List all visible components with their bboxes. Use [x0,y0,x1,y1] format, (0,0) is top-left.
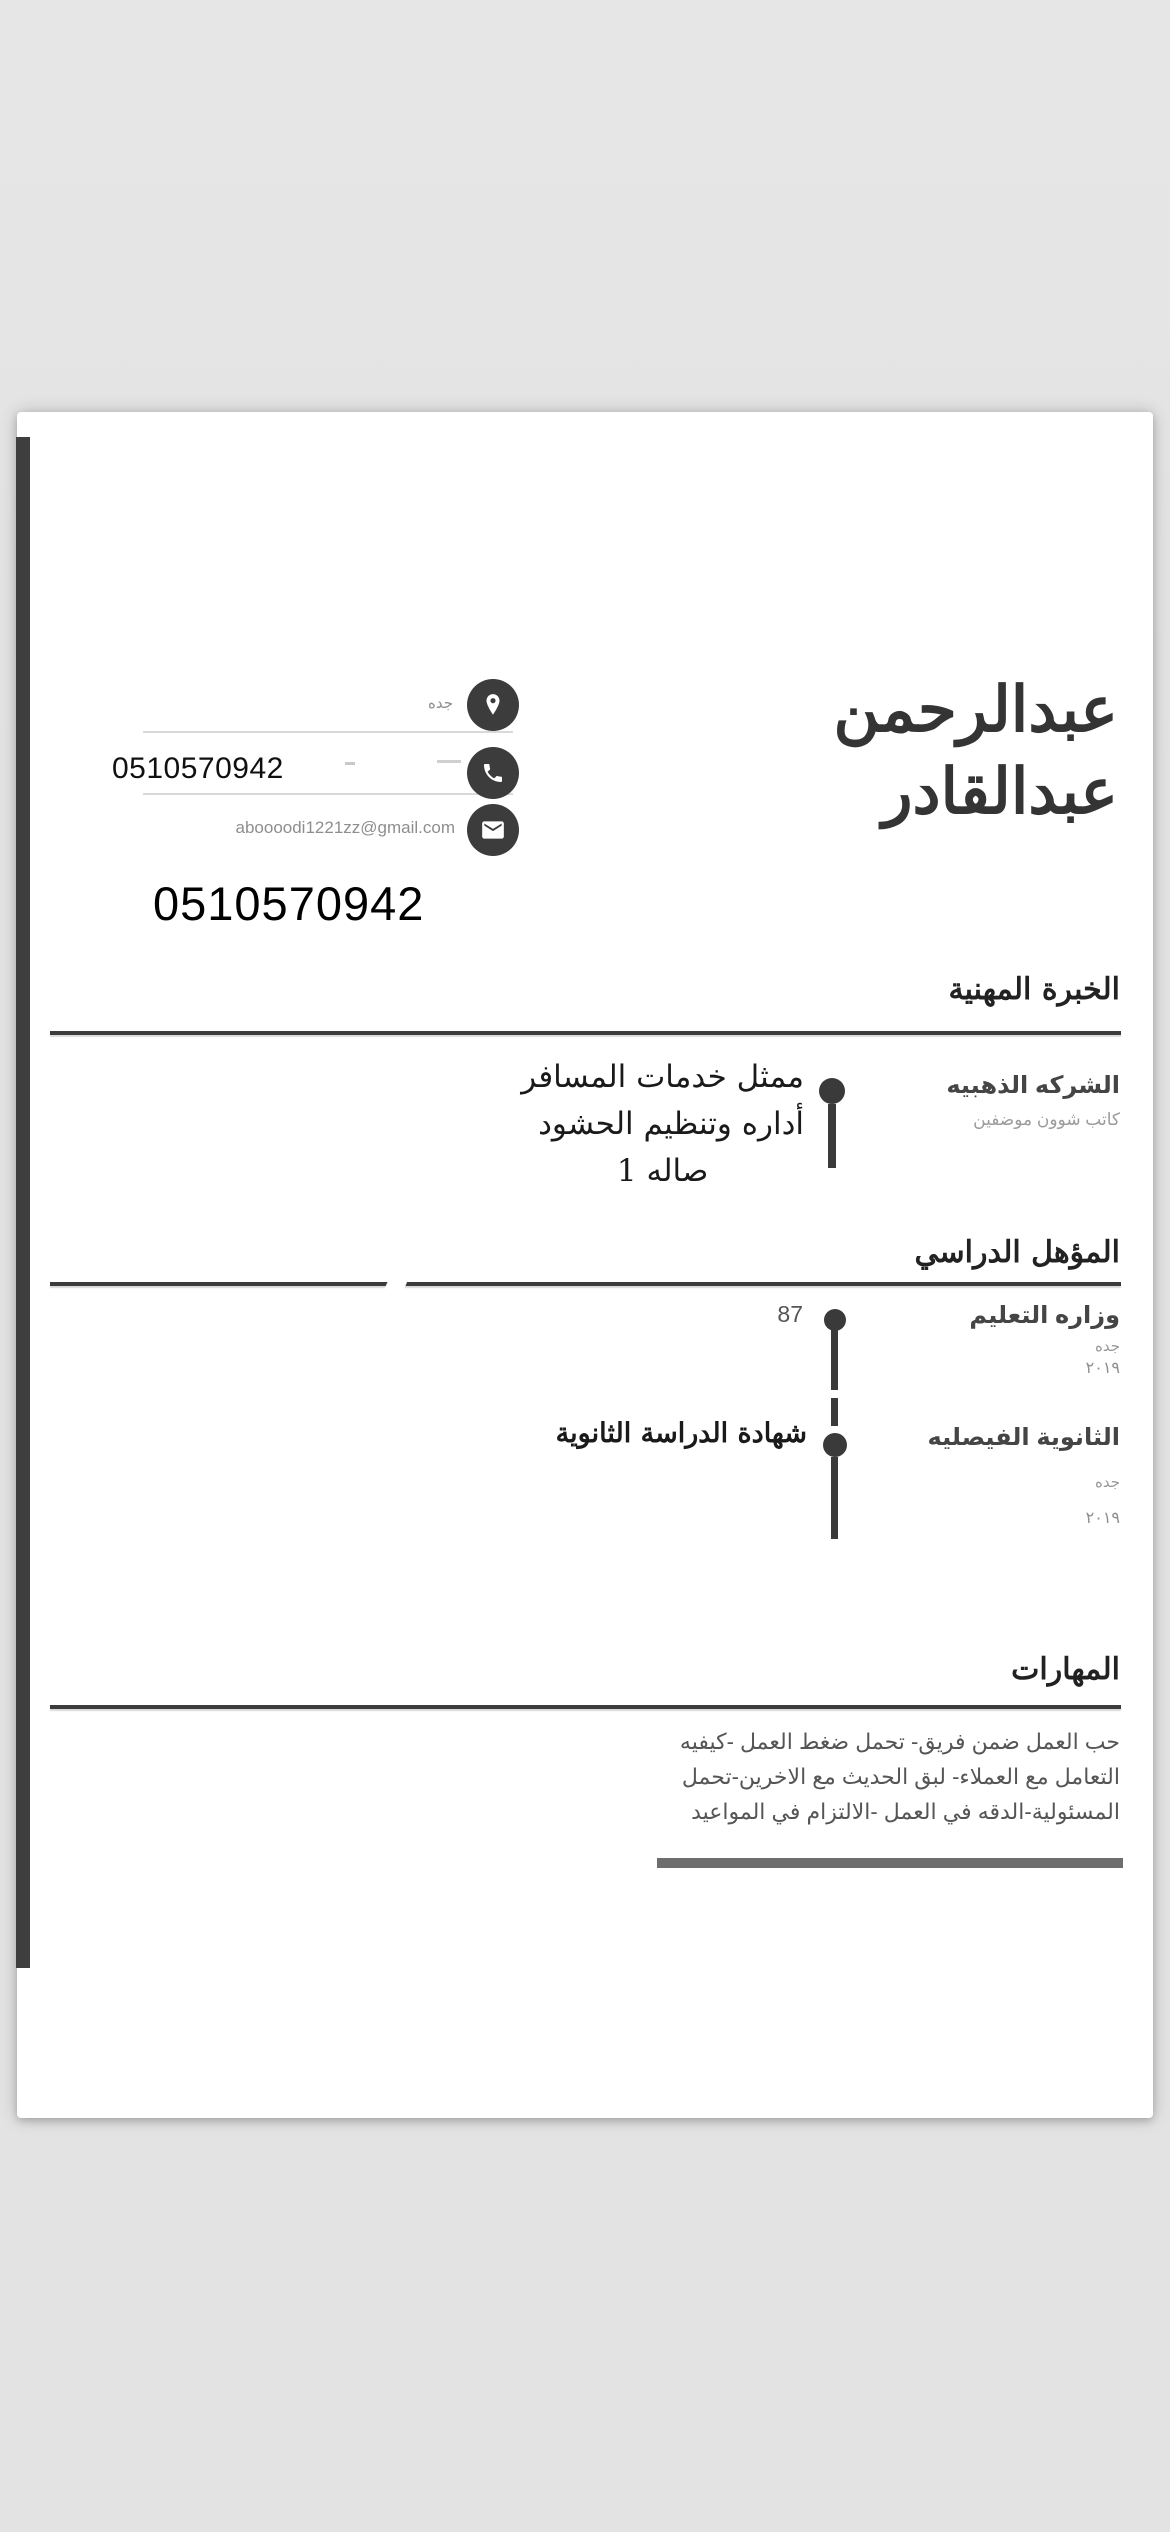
timeline-stem-education-1a [831,1330,838,1390]
experience-company: الشركه الذهبيه [946,1072,1120,1099]
phone-number-overlay: 0510570942 [112,752,284,785]
skills-underline-bar [657,1858,1123,1868]
education1-score: 87 [777,1301,803,1327]
education2-year: ٢٠١٩ [1085,1510,1120,1527]
section-title-education: المؤهل الدراسي [914,1235,1120,1270]
education2-city: جده [1094,1474,1120,1491]
contact-location-label: جده [427,695,453,712]
timeline-dot-education-1 [824,1309,846,1331]
education1-city: جده [1094,1338,1120,1355]
experience-detail-line: صاله 1 [616,1153,709,1189]
timeline-stem-education-1b [831,1398,838,1426]
section-divider-skills [50,1705,1121,1709]
timeline-dot-experience [819,1078,845,1104]
section-title-experience: الخبرة المهنية [948,972,1120,1007]
experience-detail-line: أداره وتنظيم الحشود [538,1106,804,1142]
person-name-line1: عبدالرحمن [833,672,1118,746]
experience-role: كاتب شوون موضفين [973,1110,1120,1129]
resume-page [17,412,1153,2118]
experience-details [521,1054,804,1195]
skills-text: حب العمل ضمن فريق- تحمل ضغط العمل -كيفيه التعامل مع العملاء- لبق الحديث مع الاخرين-تحمل المسئولية-الدقه في العمل -الالتزام في المواعيد [679,1729,1120,1824]
timeline-stem-experience [828,1104,836,1168]
divider-break-artifact [385,1275,407,1295]
section-divider-education [50,1282,1121,1286]
timeline-stem-education-2 [831,1457,838,1539]
person-name-line2: عبدالقادر [882,754,1118,828]
erased-text-mark-1 [345,762,355,765]
big-phone-number: 0510570942 [153,877,425,930]
section-title-skills: المهارات [1011,1652,1120,1687]
education2-institution: الثانوية الفيصليه [927,1424,1120,1451]
left-accent-strip [16,437,30,1968]
timeline-dot-education-2 [823,1433,847,1457]
location-pin-icon [467,679,519,731]
education2-certificate: شهادة الدراسة الثانوية [555,1418,807,1449]
education1-institution: وزاره التعليم [969,1302,1120,1329]
contact-email: aboooodi1221zz@gmail.com [235,818,455,837]
section-divider-experience [50,1031,1121,1035]
contact-divider-line-2 [143,793,513,795]
education1-year: ٢٠١٩ [1085,1360,1120,1377]
erased-text-mark-2 [437,760,461,763]
experience-detail-line: ممثل خدمات المسافر [521,1059,804,1095]
phone-icon [467,747,519,799]
person-name [834,668,1118,832]
contact-divider-line-1 [143,731,513,733]
envelope-icon [467,804,519,856]
